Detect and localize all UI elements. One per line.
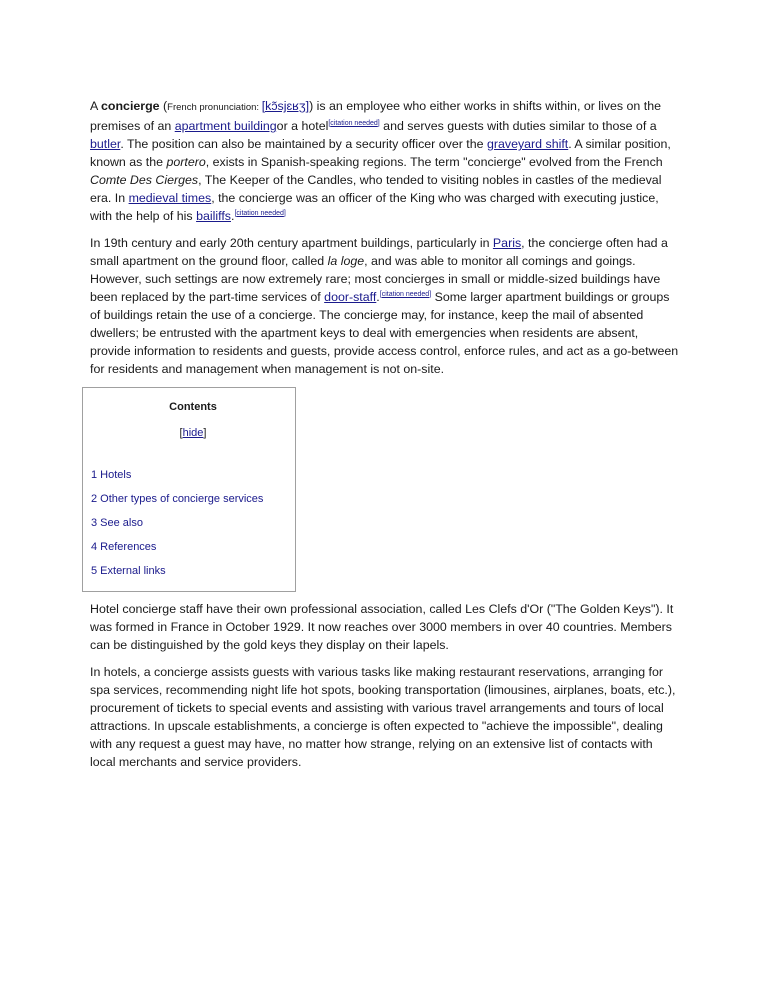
intro-text: . <box>230 209 235 223</box>
toc-hide-link[interactable]: hide <box>182 427 204 439</box>
intro-text: , The Keeper of the Candles, who tended to visiting nobles in castles of the medieval era. In <box>90 173 662 205</box>
term-la-loge: la loge <box>327 254 365 268</box>
hotel-services-paragraph: In hotels, a concierge assists guests with various tasks like making restaurant reservations, arranging for spa services, recommending night life hot spots, booking transportation (limousines, airplanes, boats, etc.), procurement of tickets to special events and assisting with various travel arrangements and tours of local attractions. In upscale establishments, a concierge is often expected to "achieve the impossible", dealing with any request a guest may have, no matter how strange, relying on an extensive list of contacts with local merchants and service providers. <box>90 665 676 769</box>
intro-text: ) is an employee who either works in shifts within, or lives on the premises of an <box>90 99 661 133</box>
link-medieval-times[interactable]: medieval times <box>128 191 212 205</box>
paragraph-text: Some larger apartment buildings or groups of buildings retain the use of a concierge. The concierge may, for instance, keep the mail of absented dwellers; be entrusted with the apartment keys to deal with emergencies when residents are absent, provide information to residents and guests, provide access control, enforce rules, and act as a go-between for residents and management when management is not on-site. <box>90 290 679 376</box>
intro-text: , exists in Spanish-speaking regions. The term "concierge" evolved from the French <box>205 155 663 169</box>
link-door-staff[interactable]: door-staff <box>324 290 377 304</box>
table-of-contents <box>82 387 296 592</box>
intro-text: A <box>90 99 102 113</box>
article-body <box>90 97 680 780</box>
ipa-link[interactable]: [kɔ̃sjɛʁʒ] <box>261 99 310 113</box>
citation-needed-link[interactable]: citation needed <box>236 210 284 217</box>
citation-needed-link[interactable]: citation needed <box>381 291 430 298</box>
citation-needed: [citation needed] <box>379 291 432 298</box>
link-apartment-building[interactable]: apartment building <box>174 119 277 133</box>
intro-paragraph <box>90 97 680 225</box>
toc-bracket: ] <box>203 427 207 439</box>
intro-text: and serves guests with duties similar to those of a <box>379 119 657 133</box>
citation-needed: [citation needed] <box>234 210 286 217</box>
toc-item-external-links[interactable]: 5 External links <box>91 565 166 577</box>
toc-title: Contents <box>169 401 217 413</box>
toc-toggle <box>91 425 295 441</box>
citation-needed-link[interactable]: citation needed <box>330 120 378 127</box>
paragraph-text: In 19th century and early 20th century apartment buildings, particularly in <box>90 236 493 250</box>
paris-paragraph <box>90 234 680 378</box>
citation-needed: [citation needed] <box>328 120 380 127</box>
pronunciation-label: French pronunciation: <box>167 102 262 113</box>
link-butler[interactable]: butler <box>90 137 121 151</box>
toc-item-see-also[interactable]: 3 See also <box>91 517 143 529</box>
term-portero: portero <box>166 155 206 169</box>
intro-text: or a hotel <box>276 119 329 133</box>
toc-item-hotels[interactable]: 1 Hotels <box>91 469 132 481</box>
paragraph-text: , the concierge often had a small apartment on the ground floor, called <box>90 236 668 268</box>
toc-item-other-types[interactable]: 2 Other types of concierge services <box>91 493 264 505</box>
intro-text: . The position can also be maintained by a security officer over the <box>120 137 487 151</box>
term-comte-des-cierges: Comte Des Cierges <box>90 173 199 187</box>
toc-bracket: [ <box>179 427 183 439</box>
link-bailiffs[interactable]: bailiffs <box>196 209 231 223</box>
toc-item-references[interactable]: 4 References <box>91 541 157 553</box>
golden-keys-paragraph: Hotel concierge staff have their own professional association, called Les Clefs d'Or ("The Golden Keys"). It was formed in France in October 1929. It now reaches over 3000 members in over 40 countries. Members can be distinguished by the gold keys they display on their lapels. <box>90 602 674 652</box>
intro-text: . A similar position, known as the <box>90 137 671 169</box>
link-paris[interactable]: Paris <box>492 236 522 250</box>
link-graveyard-shift[interactable]: graveyard shift <box>486 137 569 151</box>
term-concierge: concierge <box>101 99 160 113</box>
paragraph-text: , and was able to monitor all comings and goings. However, such settings are now extremely rare; most concierges in small or middle-sized buildings have been replaced by the part-time services of <box>90 254 661 304</box>
paragraph-text: . <box>376 290 380 304</box>
intro-text: ( <box>159 99 168 113</box>
intro-text: , the concierge was an officer of the King who was charged with executing justice, with the help of his <box>90 191 659 223</box>
